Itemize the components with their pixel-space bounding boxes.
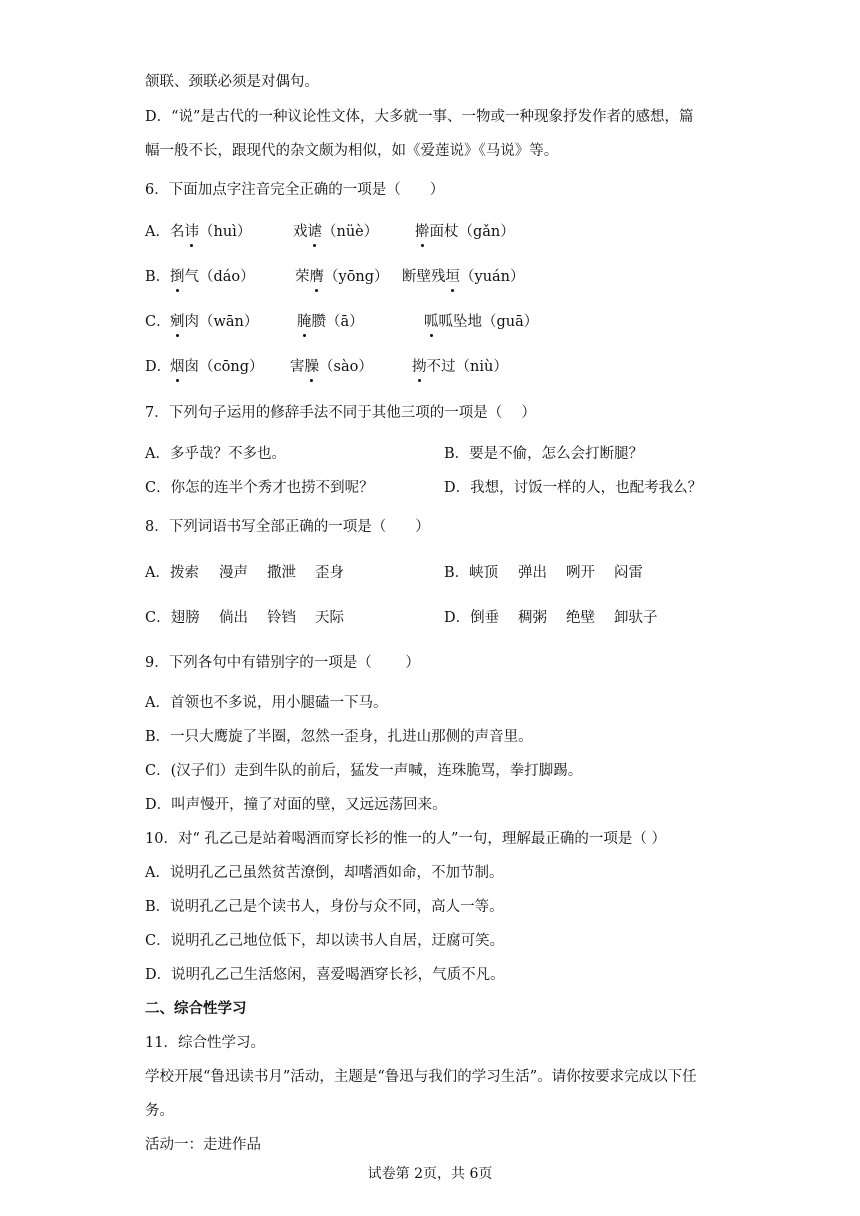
pinyin-item: 烟囱（cōng） <box>170 359 264 375</box>
pinyin-item: 害臊（sào） <box>290 359 373 375</box>
question-10-stem: 10．对“ 孔乙己是站着喝酒而穿长衫的惟一的人”一句，理解最正确的一项是（ ） <box>145 831 666 847</box>
word: 弹出 <box>518 565 547 581</box>
word: 闷雷 <box>614 565 643 581</box>
question-6-stem: 6．下面加点字注音完全正确的一项是（ ） <box>145 182 445 198</box>
dotted-char: 膺 <box>309 269 324 285</box>
word: A．拨索 <box>145 565 199 581</box>
pinyin-item: 擀面杖（gǎn） <box>415 224 515 240</box>
pinyin-item: 呱呱坠地（guā） <box>424 314 539 330</box>
word: B．峡顶 <box>444 565 499 581</box>
q9-option-d: D．叫声慢开，撞了对面的壁，又远远荡回来。 <box>145 797 447 813</box>
option-d-line: D．“说”是古代的一种议论性文体，大多就一事、一物或一种现象抒发作者的感想，篇 <box>145 109 694 125</box>
word: 天际 <box>315 610 344 626</box>
q11-body-line-cont: 务。 <box>145 1103 174 1119</box>
pinyin-item: 荣膺（yōng） <box>295 269 389 285</box>
q10-option-c: C．说明孔乙己地位低下，却以读书人自居，迂腐可笑。 <box>145 933 505 949</box>
dotted-char: 捯 <box>170 269 185 285</box>
dotted-char: 呱 <box>424 314 439 330</box>
q10-option-b: B．说明孔乙己是个读书人，身份与众不同，高人一等。 <box>145 899 504 915</box>
option-label: B． <box>145 269 171 285</box>
activity-one-label: 活动一：走进作品 <box>145 1137 261 1153</box>
option-label: C． <box>145 314 171 330</box>
dotted-char: 拗 <box>412 359 427 375</box>
pinyin-item: 名讳（huì） <box>170 224 252 240</box>
pinyin-item: 捯气（dáo） <box>170 269 255 285</box>
q10-option-a: A．说明孔乙己虽然贫苦潦倒，却嗜酒如命，不加节制。 <box>145 865 504 881</box>
q7-option-c: C．你怎的连半个秀才也捞不到呢？ <box>145 480 374 496</box>
word: 卸驮子 <box>614 610 658 626</box>
dotted-char: 臊 <box>304 359 319 375</box>
question-8-stem: 8．下列词语书写全部正确的一项是（ ） <box>145 519 430 535</box>
dotted-char: 烟 <box>170 359 185 375</box>
word: 歪身 <box>315 565 344 581</box>
question-9-stem: 9．下列各句中有错别字的一项是（ ） <box>145 655 420 671</box>
option-label: A． <box>145 224 170 240</box>
word: 稠粥 <box>518 610 547 626</box>
q7-option-d: D．我想，讨饭一样的人，也配考我么？ <box>444 480 703 496</box>
q7-option-b: B．要是不偷，怎么会打断腿？ <box>444 446 644 462</box>
word: 咧开 <box>566 565 595 581</box>
pinyin-item: 戏谑（nüè） <box>293 224 379 240</box>
q7-option-a: A．多乎哉？不多也。 <box>145 446 286 462</box>
option-label: D． <box>145 359 172 375</box>
pinyin-item: 腌臜（ā） <box>297 314 364 330</box>
q9-option-b: B．一只大鹰旋了半圈，忽然一歪身，扎进山那侧的声音里。 <box>145 729 533 745</box>
dotted-char: 剜 <box>170 314 185 330</box>
page-footer: 试卷第 2页，共 6页 <box>367 1166 493 1182</box>
pinyin-item: 拗不过（niù） <box>412 359 508 375</box>
dotted-char: 谑 <box>307 224 322 240</box>
dotted-char: 腌 <box>297 314 312 330</box>
word: 漫声 <box>219 565 248 581</box>
word: 铃铛 <box>267 610 296 626</box>
option-d-line-cont: 幅一般不长，跟现代的杂文颇为相似，如《爱莲说》《马说》等。 <box>145 143 559 159</box>
word: 倘出 <box>219 610 248 626</box>
q11-body-line: 学校开展“鲁迅读书月”活动，主题是“鲁迅与我们的学习生活”。请你按要求完成以下任 <box>145 1069 697 1085</box>
dotted-char: 讳 <box>184 224 199 240</box>
q10-option-d: D．说明孔乙己生活悠闲，喜爱喝酒穿长衫，气质不凡。 <box>145 967 505 983</box>
question-7-stem: 7．下列句子运用的修辞手法不同于其他三项的一项是（ ） <box>145 405 536 421</box>
word: 绝壁 <box>566 610 595 626</box>
question-11-stem: 11．综合性学习。 <box>145 1035 265 1051</box>
q9-option-a: A．首领也不多说，用小腿磕一下马。 <box>145 695 388 711</box>
dotted-char: 垣 <box>445 269 460 285</box>
word: C．翅膀 <box>145 610 200 626</box>
pinyin-item: 断壁残垣（yuán） <box>402 269 525 285</box>
pinyin-item: 剜肉（wān） <box>170 314 259 330</box>
intro-line: 颔联、颈联必须是对偶句。 <box>145 74 319 90</box>
word: 撒泄 <box>267 565 296 581</box>
section-heading: 二、综合性学习 <box>145 1001 247 1017</box>
dotted-char: 擀 <box>415 224 430 240</box>
word: D．倒垂 <box>444 610 500 626</box>
q9-option-c: C．(汉子们）走到牛队的前后，猛发一声喊，连珠脆骂，拳打脚踢。 <box>145 763 583 779</box>
